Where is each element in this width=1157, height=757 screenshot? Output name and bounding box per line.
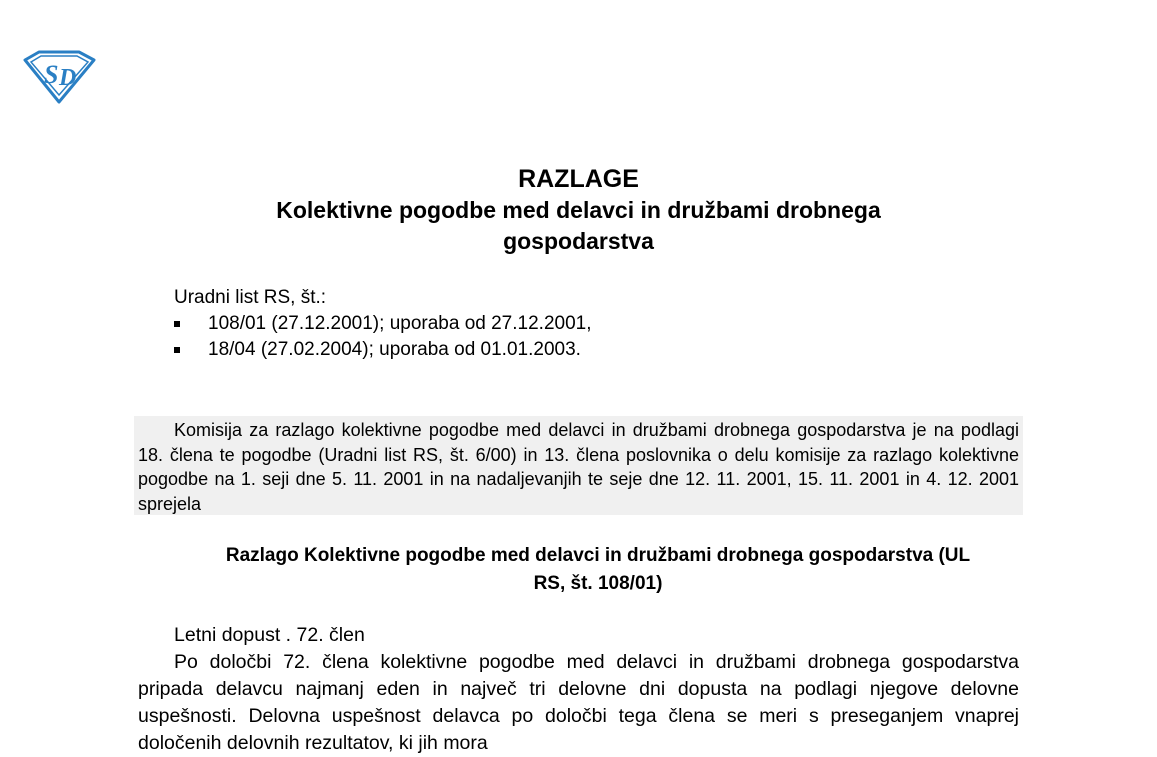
sd-shield-logo-icon — [22, 48, 96, 104]
document-title — [0, 163, 1157, 257]
intro-paragraph: Komisija za razlago kolektivne pogodbe med delavci in družbami drobnega gospodarstva je na podlagi 18. člena te pogodbe (Uradni list RS, št. 6/00) in 13. člena poslovnika o delu komisije za razlago kolektivne pogodbe na 1. seji dne 5. 11. 2001 in na nadaljevanjih te seje dne 12. 11. 2001, 15. 11. 2001 in 4. 12. 2001 sprejela — [134, 416, 1023, 515]
section-heading: Razlago Kolektivne pogodbe med delavci in družbami drobnega gospodarstva (UL RS, št. 108/01) — [225, 545, 971, 594]
gazette-item: 108/01 (27.12.2001); uporaba od 27.12.2001, — [173, 311, 592, 337]
official-gazette-references — [174, 285, 592, 363]
article-body: Po določbi 72. člena kolektivne pogodbe med delavci in družbami drobnega gospodarstva pripada delavcu najmanj eden in največ tri delovne dni dopusta na podlagi njegove delovne uspešnosti. Delovna uspešnost delavca po določbi tega člena se meri s preseganjem vnaprej določenih delovnih rezultatov, ki jih mora — [138, 651, 1019, 754]
article-section — [138, 622, 1019, 757]
article-title: Letni dopust . 72. člen — [174, 624, 365, 646]
gazette-list — [174, 311, 592, 363]
gazette-label: Uradni list RS, št.: — [174, 287, 327, 308]
title-main: RAZLAGE — [518, 165, 639, 193]
logo-letter-s: S — [44, 60, 59, 89]
title-subtitle: Kolektivne pogodbe med delavci in družbami drobnega gospodarstva — [276, 197, 881, 254]
logo-letter-d: D — [59, 65, 77, 91]
company-logo — [22, 48, 96, 104]
gazette-item: 18/04 (27.02.2004); uporaba od 01.01.2003. — [173, 337, 592, 363]
